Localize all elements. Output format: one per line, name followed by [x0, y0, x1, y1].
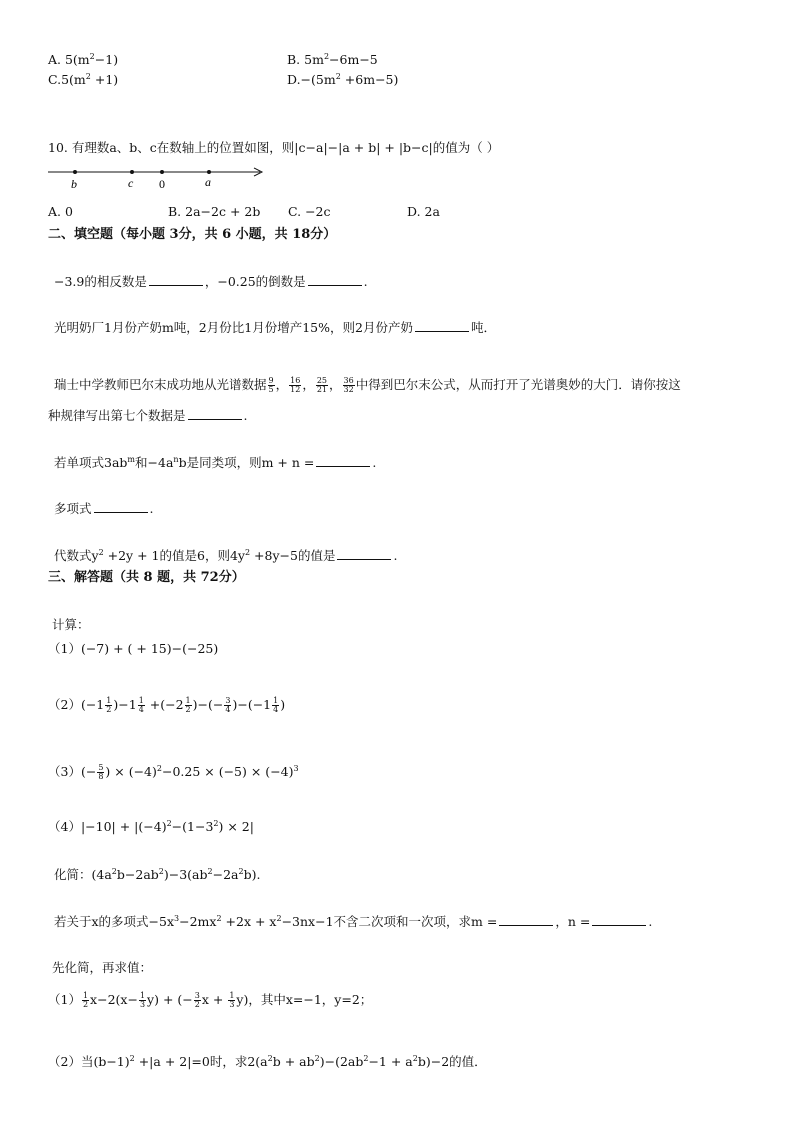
fraction: $\frac{1}{3}$ [139, 991, 146, 1009]
simplify-question: 化简：$(4a^2b-2ab^2)-3(ab^2-2a^2b)$. [54, 866, 261, 882]
answer-blank[interactable] [592, 914, 646, 926]
fraction: $\frac{1}{3}$ [229, 991, 235, 1009]
label-c: c [128, 176, 134, 190]
evaluate-1: （1） $\frac{1}{2}$ x−2(x− $\frac{1}{3}$ y) + (− $\frac{3}{2}$ x + $\frac{1}{3}$ y)，其中x=−1，y=2； [48, 991, 373, 1009]
option-9b: B. $5m^2-6m-5$ [287, 51, 378, 67]
fraction: $\frac{3}{4}$ [225, 696, 231, 714]
fraction: $\frac{1}{2}$ [185, 696, 191, 714]
label-a: a [205, 175, 211, 189]
point-zero [160, 170, 164, 174]
answer-blank[interactable] [308, 274, 362, 286]
label-zero: 0 [159, 177, 165, 191]
fraction: $\frac{1}{2}$ [106, 696, 112, 714]
question-13-line2: 种规律写出第七个数据是 . [48, 408, 248, 423]
fraction: $\frac{5}{8}$ [98, 763, 104, 781]
option-10b: B. 2a−2c + 2b [168, 204, 261, 219]
point-b [73, 170, 77, 174]
option-9a: A. $5(m^2-1)$ [48, 51, 119, 67]
option-9d: $D.-(5m^2 +6m-5)$ [287, 71, 399, 87]
answer-blank[interactable] [94, 501, 148, 513]
evaluate-2: （2）当$(b-1)^2 +|a + 2|=0$时，求$2(a^2b + ab^2)-(2ab^2-1 + a^2b)-2$的值． [48, 1053, 487, 1069]
answer-blank[interactable] [316, 455, 370, 467]
section-3-title: 三、解答题（共 8 题，共 72分） [48, 570, 245, 585]
option-10a: A. 0 [48, 204, 73, 219]
number-line-figure [46, 162, 270, 192]
point-c [130, 170, 134, 174]
question-12: 光明奶厂1月份产奶m吨，2月份比1月份增产15%，则2月份产奶 吨． [54, 320, 496, 335]
question-14: 若单项式$3ab^m$和$-4a^nb$是同类项，则m + n = . [54, 454, 377, 470]
fraction: $\frac{3}{2}$ [194, 991, 200, 1009]
fraction: $\frac{1}{4}$ [138, 696, 144, 714]
question-11: −3.9的相反数是 ，−0.25的倒数是 . [54, 274, 368, 289]
question-15: 多项式 . [54, 501, 154, 516]
option-10c: C. −2c [288, 204, 331, 219]
calc-4: $(4)|-10| + |(-4)^2-(1-3^2) \times 2|$ [48, 818, 254, 834]
question-16: 代数式$y^2 +2y + 1$的值是6，则$4y^2 +8y-5$的值是 . [54, 547, 398, 563]
option-10d: D. 2a [407, 204, 440, 219]
question-13-line1: 瑞士中学教师巴尔末成功地从光谱数据 $\frac{9}{5}$ ， $\frac{16}{12}$ ， $\frac{25}{21}$ ， $\frac{36}{32}$ 中得到巴尔末公式，从而打开了光谱奥妙的大门．请你按这 [54, 376, 681, 394]
answer-blank[interactable] [149, 274, 203, 286]
fraction: $\frac{1}{4}$ [273, 696, 279, 714]
evaluate-title: 先化简，再求值： [52, 960, 153, 975]
fraction: $\frac{25}{21}$ [316, 376, 328, 394]
question-10-stem: 10. 有理数a、b、c在数轴上的位置如图，则|c−a|−|a + b| + |b−c|的值为（ ） [48, 140, 500, 155]
fraction: $\frac{36}{32}$ [343, 376, 354, 394]
answer-blank[interactable] [415, 320, 469, 332]
answer-blank[interactable] [188, 408, 242, 420]
answer-blank[interactable] [337, 548, 391, 560]
label-b: b [71, 177, 77, 191]
calc-2: （2）(−1 $\frac{1}{2}$ )−1 $\frac{1}{4}$ +(−2 $\frac{1}{2}$ )−(− $\frac{3}{4}$ )−(−1 $\frac{1}{4}$ ) [48, 696, 286, 714]
calc-3: （3）(− $\frac{5}{8}$ ) × $(-4)^2-0.25 \times (-5) \times (-4)^3$ [48, 763, 299, 781]
calc-title: 计算： [52, 617, 90, 632]
answer-blank[interactable] [499, 914, 553, 926]
fraction: $\frac{9}{5}$ [268, 376, 274, 394]
fraction: $\frac{16}{12}$ [290, 376, 301, 394]
calc-1: （1）(−7) + ( + 15)−(−25) [48, 641, 219, 656]
polynomial-question: 若关于x的多项式$-5x^3-2mx^2 +2x + x^2-3nx-1$不含二次项和一次项，求m = ，n = . [54, 913, 653, 929]
point-a [207, 170, 211, 174]
option-9c: $C.5(m^2 +1)$ [48, 71, 119, 87]
fraction: $\frac{1}{2}$ [82, 991, 89, 1009]
section-2-title: 二、填空题（每小题 3分，共 6 小题，共 18分） [48, 227, 337, 242]
